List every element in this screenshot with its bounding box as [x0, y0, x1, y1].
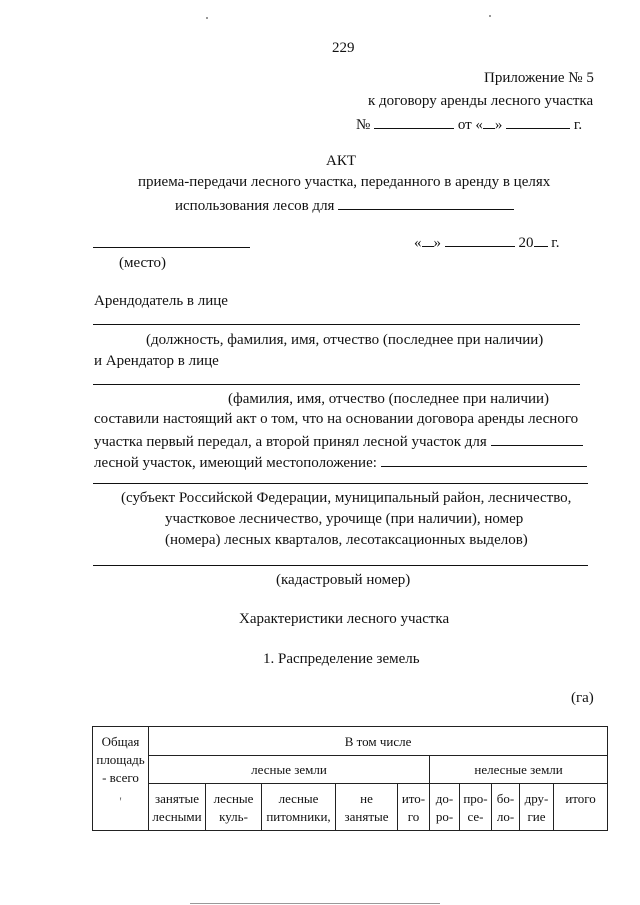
column-header-line: лесные: [213, 791, 254, 806]
body-line2-text: участка первый передал, а второй принял лесной участок для: [94, 434, 487, 450]
lessor-blank: [93, 324, 580, 325]
column-header-line: питомники,: [266, 809, 331, 824]
column-header-line: ито-: [401, 791, 426, 806]
number-label: №: [356, 117, 371, 133]
day-blank: [483, 114, 495, 129]
quote-close: »: [494, 117, 503, 133]
column-header-line: про-: [463, 791, 488, 806]
location-caption-line3: (номера) лесных кварталов, лесотаксационных выделов): [165, 532, 528, 548]
number-blank: [374, 114, 454, 129]
lessor-caption: (должность, фамилия, имя, отчество (последнее при наличии): [146, 332, 544, 348]
appendix-subtitle: к договору аренды лесного участка: [368, 93, 594, 109]
column-header: [262, 784, 336, 831]
page-number: 229: [332, 40, 355, 56]
date-open-quote: «: [414, 235, 422, 251]
column-header: [206, 784, 262, 831]
column-header-line: не: [360, 791, 373, 806]
column-header-line: занятые: [344, 809, 389, 824]
column-header-line: итого: [565, 791, 596, 806]
scan-mark: ': [119, 794, 122, 809]
lessee-caption: (фамилия, имя, отчество (последнее при наличии): [228, 391, 550, 407]
transfer-purpose-blank: [491, 431, 583, 446]
location-caption-line1: (субъект Российской Федерации, муниципальный район, лесничество,: [121, 490, 572, 506]
body-line3-text: лесной участок, имеющий местоположение:: [94, 455, 377, 471]
land-distribution-table: [92, 726, 608, 831]
act-subtitle-line1: приема-передачи лесного участка, переданного в аренду в целях: [138, 174, 551, 190]
total-header-line: Общая: [101, 734, 140, 749]
column-header: [149, 784, 206, 831]
location-blank: [381, 452, 587, 467]
appendix-title: Приложение № 5: [484, 70, 594, 86]
column-header-line: гие: [527, 809, 546, 824]
column-header: [460, 784, 492, 831]
place-caption: (место): [119, 255, 167, 271]
location-caption-line2: участковое лесничество, урочище (при наличии), номер: [165, 511, 524, 527]
from-label: от «: [457, 117, 483, 133]
date-day-blank: [422, 232, 434, 247]
column-header-line: ло-: [496, 809, 515, 824]
forest-lands-header: лесные земли: [149, 756, 430, 784]
page-bottom-edge: [190, 903, 440, 904]
column-header-line: лесными: [152, 809, 202, 824]
total-area-header: [93, 727, 149, 831]
lessee-blank: [93, 384, 580, 385]
column-header-line: го: [407, 809, 420, 824]
including-header: В том числе: [149, 727, 608, 756]
date-line: [414, 232, 559, 252]
column-header-line: дру-: [524, 791, 549, 806]
body-line3: [94, 452, 587, 472]
year-suffix: г.: [573, 117, 583, 133]
place-blank: [93, 247, 250, 248]
month-blank: [506, 114, 570, 129]
column-header-line: ро-: [435, 809, 454, 824]
scan-speck: [489, 15, 491, 17]
act-title: АКТ: [326, 153, 356, 169]
section1-title: 1. Распределение земель: [263, 651, 420, 667]
column-header: [430, 784, 460, 831]
purpose-label: использования лесов для: [175, 198, 335, 214]
body-line2: [94, 431, 583, 451]
column-header-line: се-: [467, 809, 484, 824]
date-month-blank: [445, 232, 515, 247]
cadastral-blank: [93, 565, 588, 566]
purpose-blank: [338, 195, 514, 210]
body-line1: составили настоящий акт о том, что на основании договора аренды лесного: [94, 411, 579, 427]
date-close-quote: »: [433, 235, 441, 251]
column-header: [554, 784, 608, 831]
date-year-prefix: 20: [518, 235, 534, 251]
column-header: [336, 784, 398, 831]
total-header-line: - всего: [102, 770, 139, 785]
cadastral-caption: (кадастровый номер): [276, 572, 411, 588]
column-header-line: бо-: [496, 791, 515, 806]
location-blank-2: [93, 483, 588, 484]
column-header-line: занятые: [154, 791, 200, 806]
lessee-label: и Арендатор в лице: [94, 353, 219, 369]
date-year-blank: [534, 232, 548, 247]
date-year-suffix: г.: [551, 235, 560, 251]
characteristics-title: Характеристики лесного участка: [239, 611, 450, 627]
scan-speck: [206, 17, 208, 19]
lessor-label: Арендодатель в лице: [94, 293, 228, 309]
column-header: [398, 784, 430, 831]
column-header: [492, 784, 520, 831]
total-header-line: площадь: [96, 752, 145, 767]
column-header-line: лесные: [278, 791, 319, 806]
nonforest-lands-header: нелесные земли: [430, 756, 608, 784]
column-header-line: до-: [435, 791, 454, 806]
appendix-number-line: [356, 114, 582, 134]
units-label: (га): [571, 690, 594, 706]
column-header-line: куль-: [219, 809, 248, 824]
column-header: [520, 784, 554, 831]
act-subtitle-line2: [175, 195, 514, 215]
